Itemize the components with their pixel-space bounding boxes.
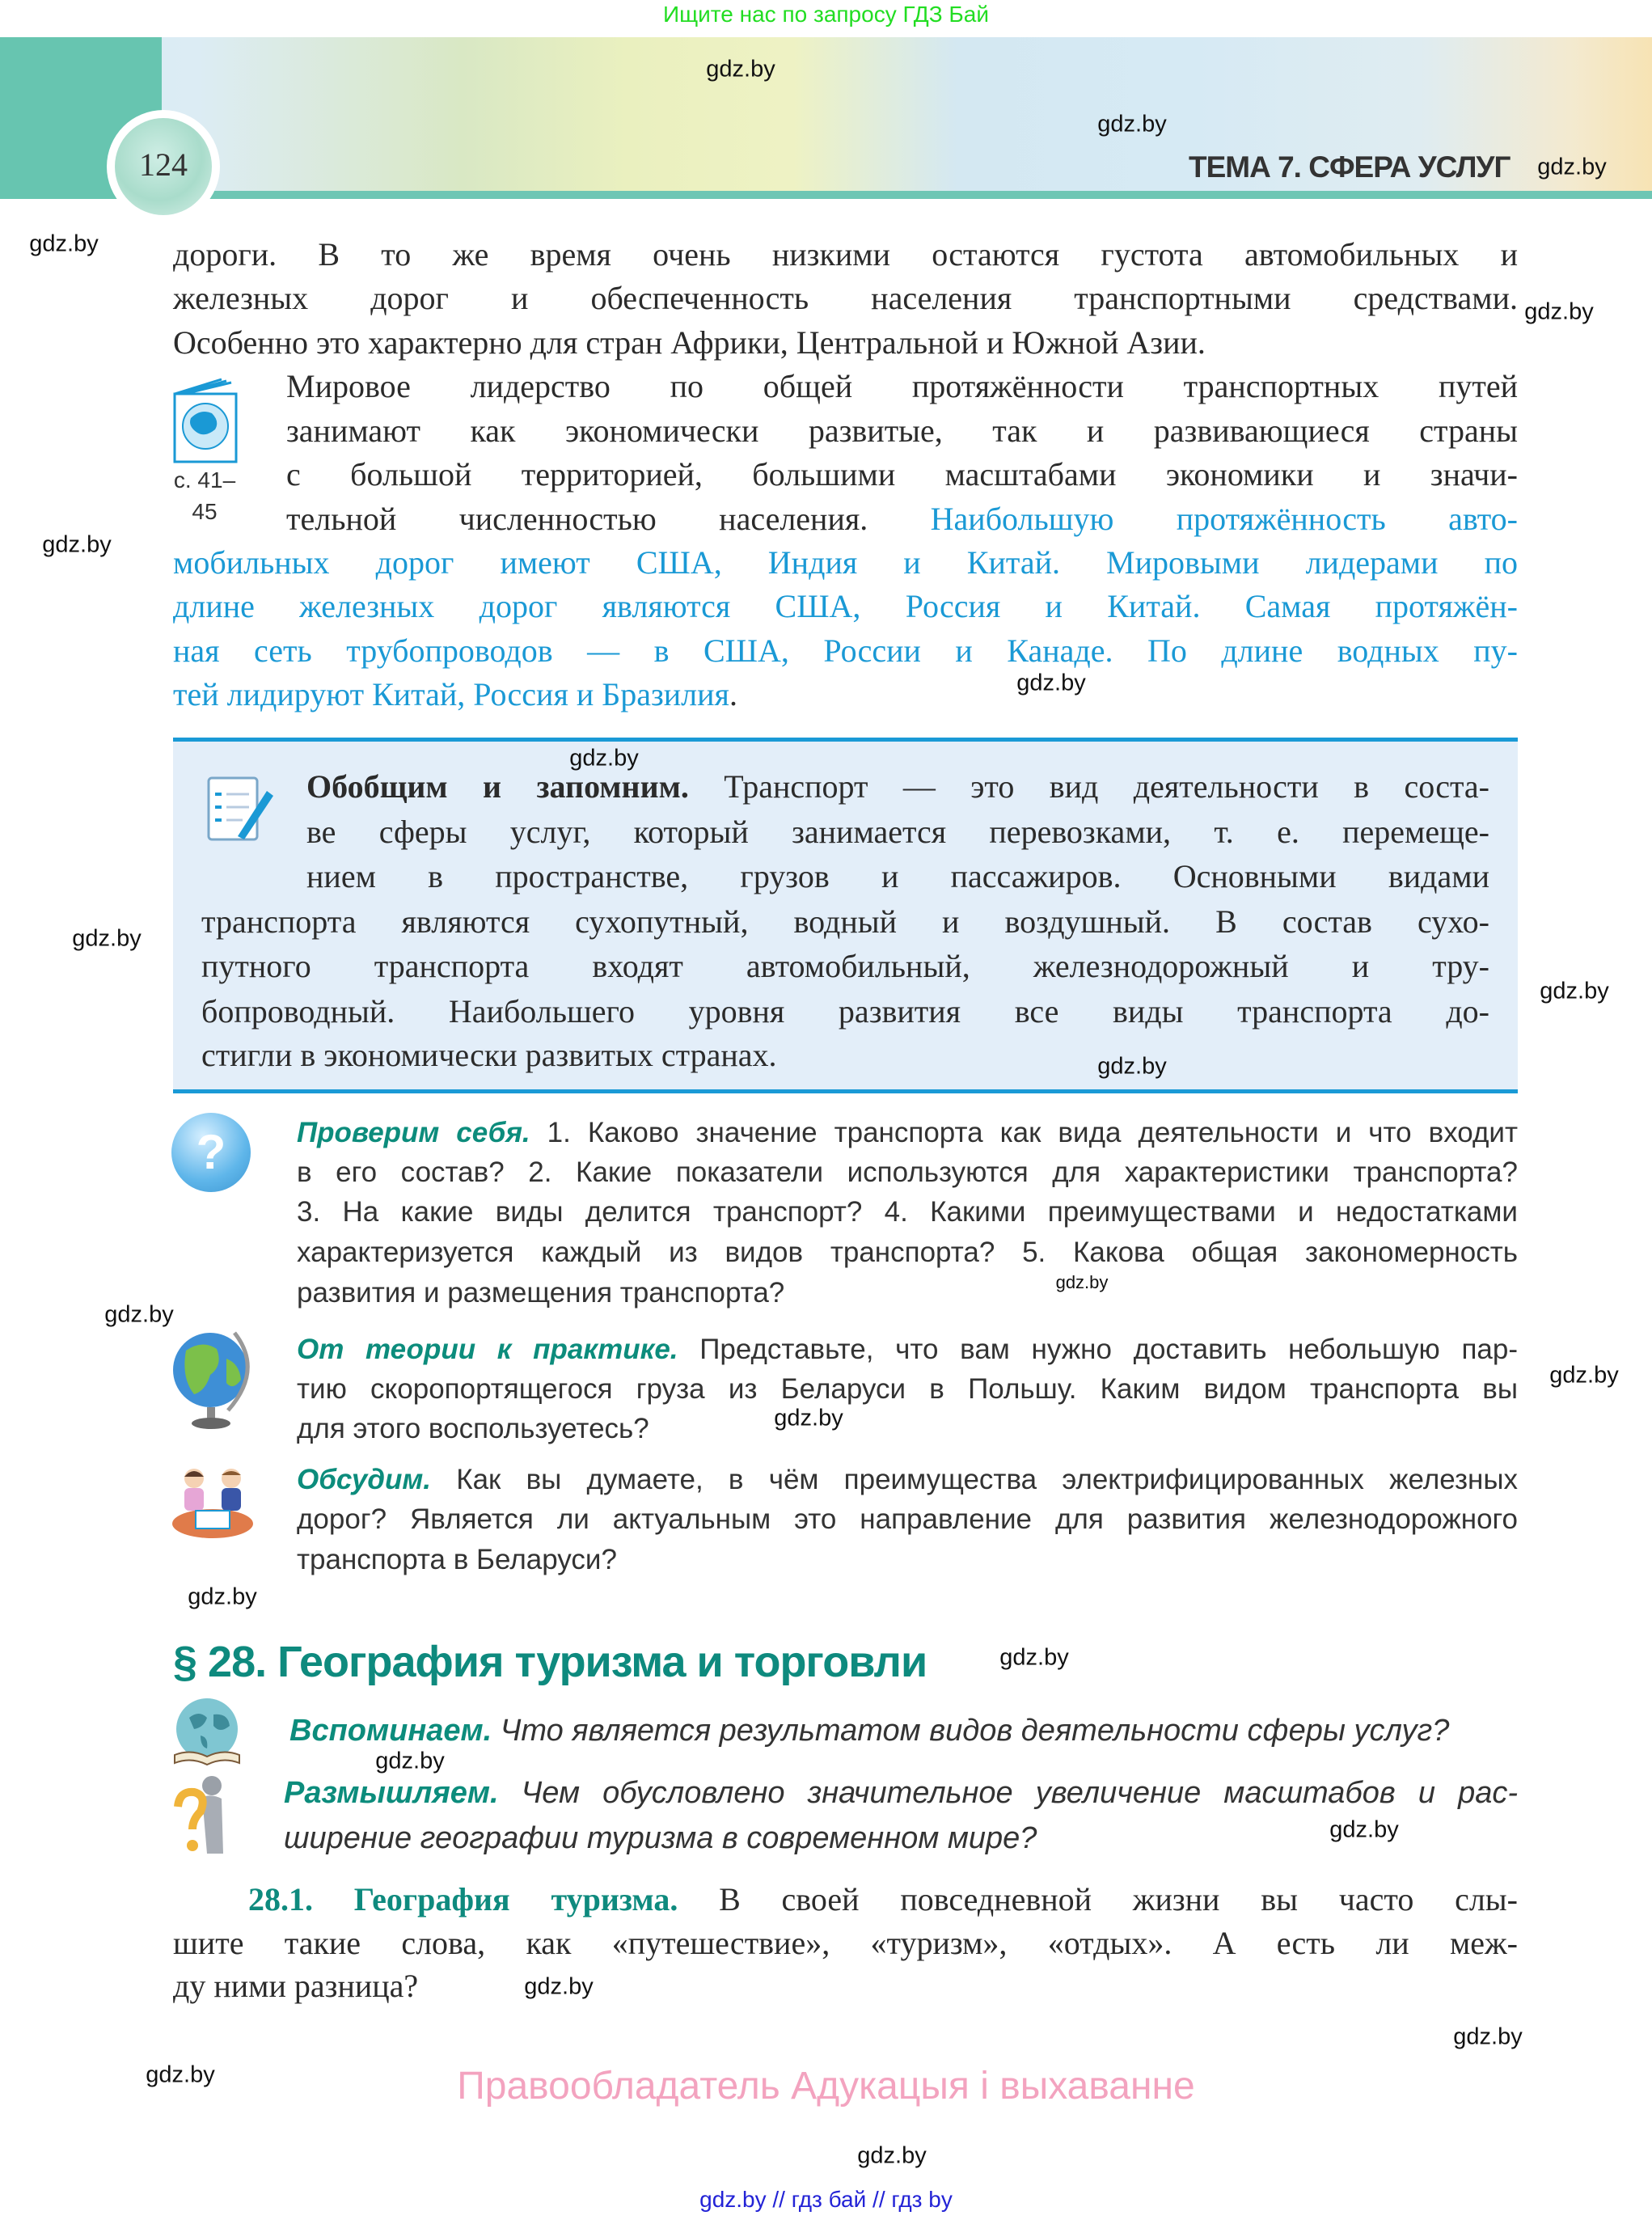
- practice-line: [297, 1330, 1518, 1369]
- summary-line: путного транспорта входят автомобильный, железнодорожный и тру-: [201, 948, 1489, 984]
- body-line: железных дорог и обеспеченность населения транспортными средствами.: [173, 280, 1518, 316]
- think-text: Чем обусловлено значительное увеличение масштабов и рас-: [498, 1776, 1518, 1810]
- watermark: gdz.by: [1524, 298, 1594, 325]
- check-label: Проверим себя.: [297, 1117, 530, 1148]
- subsection-line: шите такие слова, как «путешествие», «туризм», «отдых». А есть ли меж-: [173, 1925, 1518, 1961]
- watermark: gdz.by: [706, 56, 775, 82]
- body-text: .: [729, 676, 737, 712]
- watermark: gdz.by: [569, 745, 639, 772]
- body-line: с большой территорией, большими масштабами экономики и значи-: [286, 456, 1518, 493]
- subsection-line: ду ними разница?: [173, 1968, 419, 2004]
- subsection-text: В своей повседневной жизни вы часто слы-: [678, 1881, 1518, 1917]
- body-line: дороги. В то же время очень низкими остаются густота автомобильных и: [173, 236, 1518, 273]
- notepad-pencil-icon: [202, 773, 275, 846]
- watermark: gdz.by: [1097, 1053, 1167, 1080]
- watermark: gdz.by: [72, 925, 142, 952]
- discuss-line: дорог? Является ли актуальным это направление для развития железнодорожного: [297, 1503, 1518, 1535]
- header-stripe: [0, 191, 1652, 199]
- watermark: gdz.by: [29, 230, 99, 257]
- recall-label: Вспоминаем.: [289, 1714, 492, 1748]
- watermark: gdz.by: [1549, 1362, 1619, 1389]
- copyright-notice: Правообладатель Адукацыя і выхаванне: [457, 2065, 1195, 2108]
- watermark: gdz.by: [146, 2061, 215, 2088]
- theme-title: ТЕМА 7. СФЕРА УСЛУГ: [1189, 150, 1510, 184]
- body-line: Особенно это характерно для стран Африки, Центральной и Южной Азии.: [173, 324, 1206, 361]
- watermark: gdz.by: [1537, 154, 1607, 180]
- think-label: Размышляем.: [284, 1776, 499, 1810]
- top-note: Ищите нас по запросу ГДЗ Бай: [662, 2, 990, 27]
- discuss-line: [297, 1460, 1518, 1499]
- section-title: § 28. География туризма и торговли: [173, 1638, 927, 1686]
- watermark: gdz.by: [999, 1644, 1069, 1671]
- summary-line: стигли в экономически развитых странах.: [201, 1037, 777, 1073]
- watermark: gdz.by: [857, 2142, 927, 2169]
- watermark: gdz.by: [188, 1583, 257, 1610]
- watermark: gdz.by: [375, 1748, 445, 1774]
- watermark: gdz.by: [1055, 1272, 1109, 1292]
- watermark: gdz.by: [42, 531, 112, 558]
- discuss-line: транспорта в Беларуси?: [297, 1544, 617, 1575]
- watermark: gdz.by: [1540, 978, 1609, 1004]
- practice-text: Представьте, что вам нужно доставить небольшую пар-: [678, 1334, 1518, 1365]
- summary-line: транспорта являются сухопутный, водный и воздушный. В состав сухо-: [201, 903, 1489, 940]
- summary-label: Обобщим и запомним.: [306, 768, 689, 805]
- watermark: gdz.by: [774, 1405, 843, 1431]
- highlight-line: длине железных дорог являются США, Россия и Китай. Самая протяжён-: [173, 588, 1518, 624]
- check-line: [297, 1113, 1518, 1152]
- watermark: gdz.by: [1453, 2023, 1523, 2050]
- highlight-line: мобильных дорог имеют США, Индия и Китай. Мировыми лидерами по: [173, 544, 1518, 581]
- atlas-page-ref: с. 41–: [173, 467, 236, 493]
- check-line: 3. На какие виды делится транспорт? 4. Какими преимуществами и недостатками: [297, 1196, 1518, 1228]
- check-line: развития и размещения транспорта?: [297, 1277, 785, 1309]
- summary-line: ве сферы услуг, который занимается перевозками, т. е. перемеще-: [306, 814, 1489, 850]
- subsection-title: 28.1. География туризма.: [248, 1881, 678, 1917]
- check-line: в его состав? 2. Какие показатели используются для характеристики транспорта?: [297, 1156, 1518, 1188]
- question-icon: ?: [171, 1113, 251, 1192]
- discuss-label: Обсудим.: [297, 1464, 431, 1495]
- footer-links[interactable]: gdz.by // гдз бай // гдз by: [699, 2187, 953, 2212]
- check-text: 1. Каково значение транспорта как вида деятельности и что входит: [530, 1117, 1518, 1148]
- highlight-text: тей лидируют Китай, Россия и Бразилия: [173, 676, 729, 712]
- body-line: [286, 497, 1518, 541]
- page-number: 124: [139, 146, 188, 183]
- recall-text: Что является результатом видов деятельности сферы услуг?: [492, 1714, 1450, 1748]
- think-line: ширение географии туризма в современном мире?: [284, 1821, 1037, 1855]
- summary-text: Транспорт — это вид деятельности в соста-: [688, 768, 1489, 805]
- body-line: Мировое лидерство по общей протяжённости транспортных путей: [286, 368, 1518, 404]
- body-text: тельной численностью населения.: [286, 501, 931, 537]
- atlas-icon: [173, 376, 238, 463]
- practice-line: для этого воспользуетесь?: [297, 1413, 649, 1444]
- practice-line: тию скоропортящегося груза из Беларуси в Польшу. Каким видом транспорта вы: [297, 1373, 1518, 1405]
- think-line: [284, 1770, 1518, 1816]
- recall-line: [289, 1708, 1519, 1753]
- summary-line: нием в пространстве, грузов и пассажиров. Основными видами: [306, 858, 1489, 894]
- body-line: занимают как экономически развитые, так и развивающиеся страны: [286, 412, 1518, 449]
- subsection-line: [248, 1878, 1518, 1922]
- highlight-line: [173, 673, 1518, 717]
- practice-label: От теории к практике.: [297, 1334, 678, 1365]
- globe-stand-icon: [170, 1326, 259, 1431]
- discuss-text: Как вы думаете, в чём преимущества электрифицированных железных: [431, 1464, 1518, 1495]
- watermark: gdz.by: [1329, 1816, 1399, 1843]
- students-discussing-icon: [170, 1465, 256, 1540]
- world-book-icon: [171, 1698, 243, 1766]
- watermark: gdz.by: [1097, 111, 1167, 137]
- summary-line: [306, 765, 1489, 809]
- summary-line: бопроводный. Наибольшего уровня развития все виды транспорта до-: [201, 993, 1489, 1030]
- watermark: gdz.by: [524, 1973, 594, 2000]
- check-line: характеризуется каждый из видов транспорта? 5. Какова общая закономерность: [297, 1237, 1518, 1268]
- watermark: gdz.by: [104, 1301, 174, 1328]
- highlight-line: ная сеть трубопроводов — в США, России и Канаде. По длине водных пу-: [173, 632, 1518, 669]
- watermark: gdz.by: [1016, 670, 1086, 696]
- highlight-text: Наибольшую протяжённость авто-: [930, 501, 1518, 537]
- thinking-man-question-icon: [171, 1774, 236, 1858]
- atlas-page-ref: 45: [192, 499, 218, 524]
